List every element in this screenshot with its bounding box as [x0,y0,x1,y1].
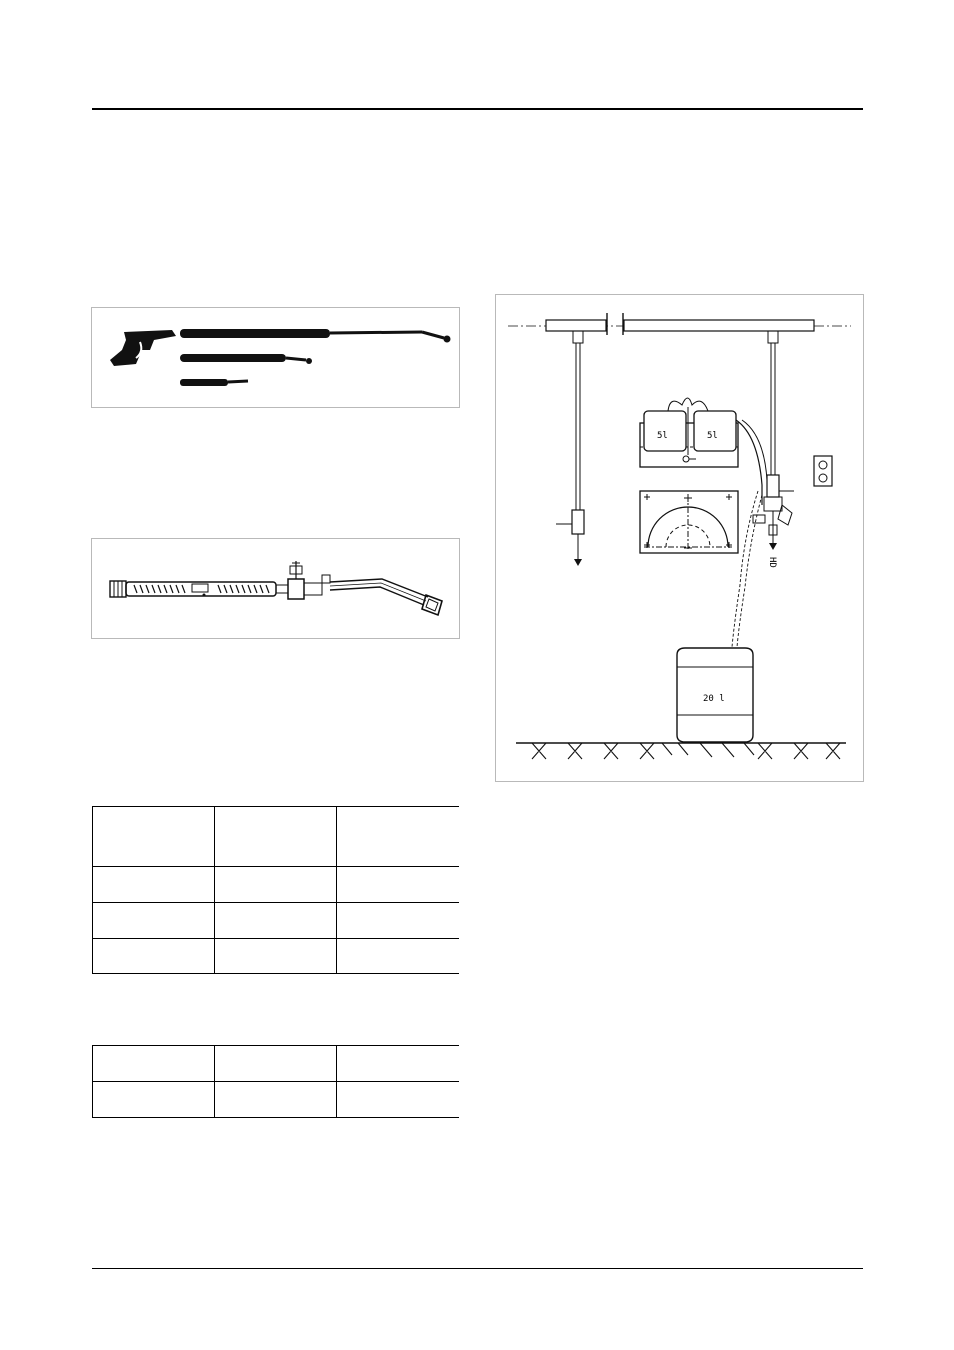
spray-gun-lances-illustration [92,308,461,409]
table-cell [215,1082,337,1118]
lance-detail-figure [91,538,460,639]
table-cell [215,903,337,939]
table-cell [93,939,215,974]
tank-right-label: 5l [707,431,718,441]
table-2-header-row [93,1046,460,1082]
table-row [93,939,460,974]
tank-left-label: 5l [657,431,668,441]
table-row [93,1082,460,1118]
header-rule [92,108,863,110]
table-cell [337,1082,459,1118]
lance-detail-illustration [92,539,461,640]
canister-label: 20 l [703,694,725,704]
table-cell [215,939,337,974]
table-cell [93,807,215,867]
installation-diagram [496,295,865,783]
installation-diagram-figure [495,294,864,782]
table-row [93,867,460,903]
table-cell [337,867,459,903]
table-cell [337,807,459,867]
table-cell [215,807,337,867]
table-cell [215,1046,337,1082]
table-1 [92,806,459,974]
table-cell [93,1082,215,1118]
table-row [93,903,460,939]
table-cell [93,1046,215,1082]
table-cell [337,1046,459,1082]
table-cell [337,939,459,974]
table-cell [215,867,337,903]
spray-gun-lances-figure [91,307,460,408]
table-cell [93,867,215,903]
table-cell [93,903,215,939]
table-1-header-row [93,807,460,867]
table-cell [337,903,459,939]
footer-rule [92,1268,863,1269]
outlet-label: HD [767,557,777,568]
table-2 [92,1045,459,1118]
